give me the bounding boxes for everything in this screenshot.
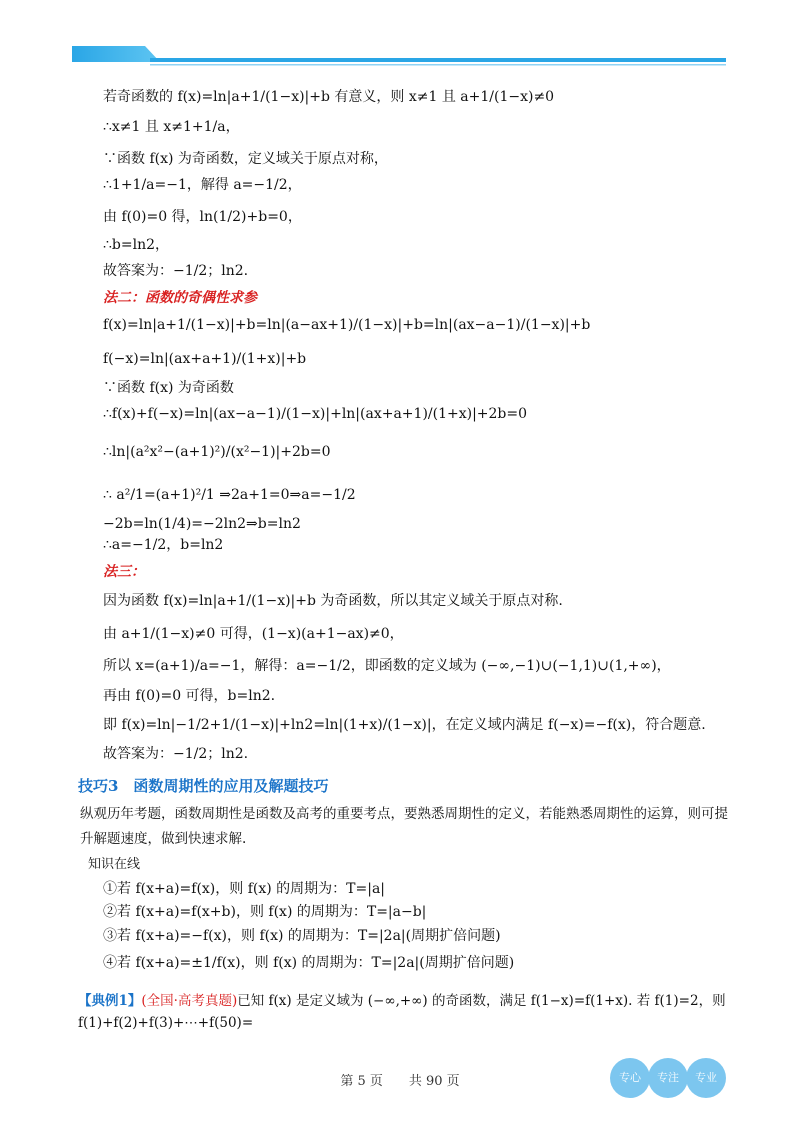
solution-line: ∴b=ln2， xyxy=(103,237,170,253)
example-tag: 【典例1】 xyxy=(78,993,142,1009)
answer-line: 故答案为：−1/2；ln2. xyxy=(103,746,249,762)
example-text: 已知 f(x) 是定义域为 (−∞,+∞) 的奇函数，满足 f(1−x)=f(1+x). 若 f(1)=2，则 f(1)+f(2)+f(3)+⋯+f(50)= xyxy=(78,993,726,1031)
method-three-heading: 法三： xyxy=(103,564,145,580)
solution-line: f(−x)=ln|(ax+a+1)/(1+x)|+b xyxy=(103,351,307,367)
solution-line: ∴x≠1 且 x≠1+1/a， xyxy=(103,119,240,135)
badge-attention: 专注 xyxy=(648,1058,688,1098)
solution-line: 因为函数 f(x)=ln|a+1/(1−x)|+b 为奇函数，所以其定义域关于原点对称. xyxy=(103,593,563,609)
knowledge-item: ③若 f(x+a)=−f(x)，则 f(x) 的周期为：T=|2a|(周期扩倍问题) xyxy=(103,928,501,944)
solution-line: 再由 f(0)=0 可得，b=ln2. xyxy=(103,688,276,704)
knowledge-item: ②若 f(x+a)=f(x+b)，则 f(x) 的周期为：T=|a−b| xyxy=(103,904,427,920)
knowledge-item: ④若 f(x+a)=±1/f(x)，则 f(x) 的周期为：T=|2a|(周期扩倍问题) xyxy=(103,955,515,971)
solution-line: ∴a=−1/2，b=ln2 xyxy=(103,537,224,553)
solution-line: 由 a+1/(1−x)≠0 可得，(1−x)(a+1−ax)≠0， xyxy=(103,626,404,642)
solution-line: f(x)=ln|a+1/(1−x)|+b=ln|(a−ax+1)/(1−x)|+b=ln|(ax−a−1)/(1−x)|+b xyxy=(103,317,591,333)
section-title: 技巧3 函数周期性的应用及解题技巧 xyxy=(78,777,329,795)
solution-line: ∴ln|(a²x²−(a+1)²)/(x²−1)|+2b=0 xyxy=(103,444,331,460)
example-source: (全国·高考真题) xyxy=(141,993,238,1009)
solution-line: 所以 x=(a+1)/a=−1，解得：a=−1/2，即函数的定义域为 (−∞,−1)∪(−1,1)∪(1,+∞)， xyxy=(103,658,671,674)
solution-line: −2b=ln(1/4)=−2ln2⇒b=ln2 xyxy=(103,516,301,532)
solution-line: ∴ a²/1=(a+1)²/1 ⇒2a+1=0⇒a=−1/2 xyxy=(103,487,356,503)
solution-line: ∴1+1/a=−1，解得 a=−1/2， xyxy=(103,177,302,193)
answer-line: 故答案为：−1/2；ln2. xyxy=(103,263,249,279)
badge-professional: 专业 xyxy=(686,1058,726,1098)
solution-line: ∴f(x)+f(−x)=ln|(ax−a−1)/(1−x)|+ln|(ax+a+1)/(1+x)|+2b=0 xyxy=(103,406,528,422)
solution-line: 若奇函数的 f(x)=ln|a+1/(1−x)|+b 有意义，则 x≠1 且 a+1/(1−x)≠0 xyxy=(103,89,555,105)
example-problem xyxy=(78,990,732,1034)
solution-line: 由 f(0)=0 得，ln(1/2)+b=0， xyxy=(103,209,302,225)
page-footer: 第 5 页 共 90 页 xyxy=(340,1074,460,1089)
solution-line: ∵函数 f(x) 为奇函数 xyxy=(103,380,234,396)
header-banner xyxy=(0,0,800,80)
intro-paragraph: 纵观历年考题，函数周期性是函数及高考的重要考点，要熟悉周期性的定义，若能熟悉周期性的运算，则可提升解题速度，做到快速求解. xyxy=(80,806,728,847)
solution-line: ∵函数 f(x) 为奇函数，定义域关于原点对称， xyxy=(103,151,388,167)
knowledge-item: ①若 f(x+a)=f(x)，则 f(x) 的周期为：T=|a| xyxy=(103,881,386,897)
solution-line: 即 f(x)=ln|−1/2+1/(1−x)|+ln2=ln|(1+x)/(1−x)|，在定义域内满足 f(−x)=−f(x)，符合题意. xyxy=(103,717,706,733)
badge-focus: 专心 xyxy=(610,1058,650,1098)
knowledge-heading: 知识在线 xyxy=(88,857,141,872)
method-two-heading: 法二：函数的奇偶性求参 xyxy=(103,290,257,306)
